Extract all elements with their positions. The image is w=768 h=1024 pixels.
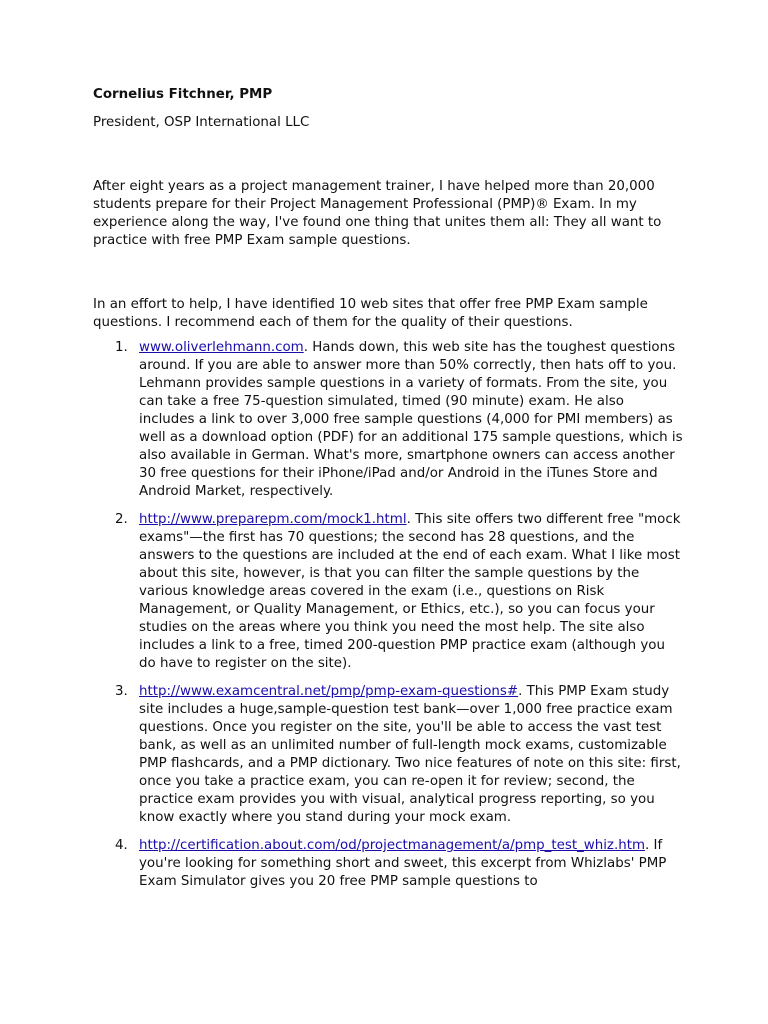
list-number: 3. [115,684,128,699]
item-text: . This PMP Exam study site includes a huge,sample-question test bank—over 1,000 free practice exam questions. Once you register on the site, you'll be able to access the vast test bank, as well as an unlimited number of full-length mock exams, customizable PMP flashcards, and a PMP dictionary. Two nice features of note on this site: first, once you take a practice exam, you can re-open it for review; second, the practice exam provides you with visual, analytical progress reporting, so you know exactly where you stand during your mock exam. [139,684,681,825]
item-text: . If you're looking for something short and sweet, this excerpt from Whizlabs' PMP Exam Simulator gives you 20 free PMP sample questions to [139,838,667,889]
list-item [93,339,683,501]
list-item [93,511,683,673]
document-page [93,86,683,901]
item-text: . Hands down, this web site has the toughest questions around. If you are able to answer more than 50% correctly, then hats off to you. Lehmann provides sample questions in a variety of formats. From the site, you can take a free 75-question simulated, timed (90 minute) exam. He also includes a link to over 3,000 free sample questions (4,000 for PMI members) as well as a download option (PDF) for an additional 175 sample questions, which is also available in German. What's more, smartphone owners can access another 30 free questions for their iPhone/iPad and/or Android in the iTunes Store and Android Market, respectively. [139,340,683,499]
site-link[interactable]: http://www.examcentral.net/pmp/pmp-exam-questions# [139,684,519,699]
list-number: 2. [115,512,128,527]
intro-paragraph-1: After eight years as a project management trainer, I have helped more than 20,000 students prepare for their Project Management Professional (PMP)® Exam. In my experience along the way, I've found one thing that unites them all: They all want to practice with free PMP Exam sample questions. [93,179,662,248]
list-item [93,837,683,891]
site-link[interactable]: http://certification.about.com/od/projectmanagement/a/pmp_test_whiz.htm [139,838,645,853]
list-number: 4. [115,838,128,853]
item-text: . This site offers two different free "mock exams"—the first has 70 questions; the second has 28 questions, and the answers to the questions are included at the end of each exam. What I like most about this site, however, is that you can filter the sample questions by the various knowledge areas covered in the exam (i.e., questions on Risk Management, or Quality Management, or Ethics, etc.), so you can focus your studies on the areas where you think you need the most help. The site also includes a link to a free, timed 200-question PMP practice exam (although you do have to register on the site). [139,512,681,671]
author-role: President, OSP International LLC [93,115,310,130]
list-number: 1. [115,340,128,355]
site-link[interactable]: www.oliverlehmann.com [139,340,304,355]
intro-paragraph-2: In an effort to help, I have identified 10 web sites that offer free PMP Exam sample questions. I recommend each of them for the quality of their questions. [93,297,648,330]
list-item [93,683,683,827]
sites-list [93,339,683,891]
author-name: Cornelius Fitchner, PMP [93,87,273,102]
site-link[interactable]: http://www.preparepm.com/mock1.html [139,512,407,527]
